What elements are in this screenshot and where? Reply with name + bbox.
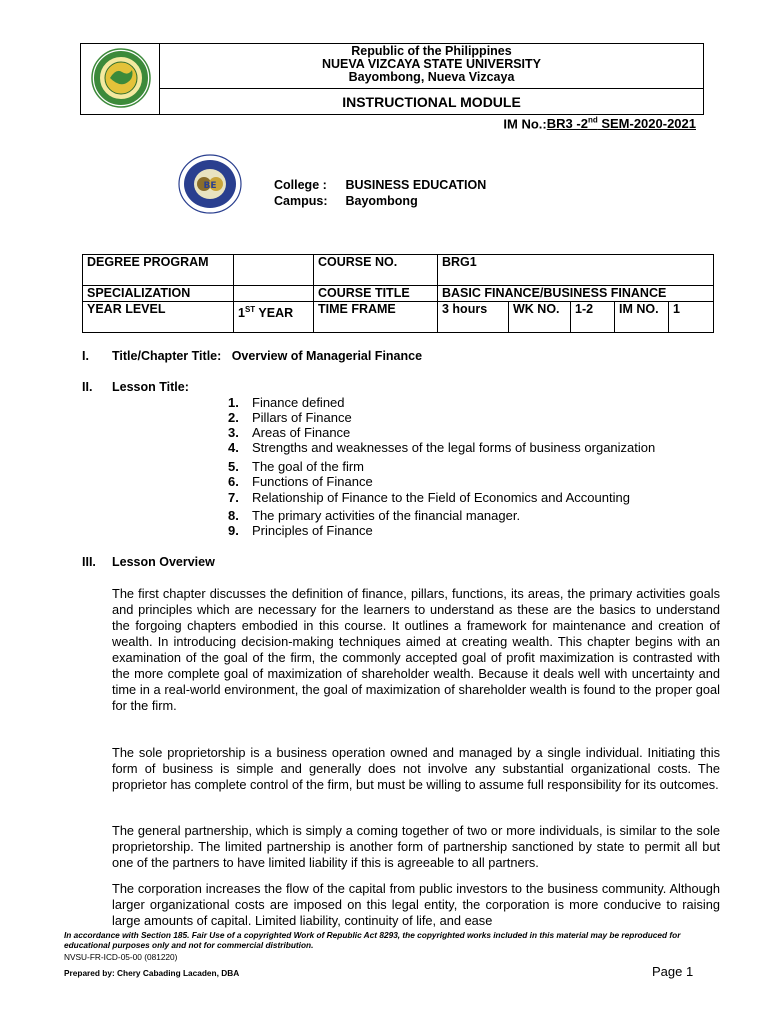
organization-header xyxy=(160,44,703,89)
college-value: BUSINESS EDUCATION xyxy=(345,178,487,192)
im-number-value xyxy=(547,116,696,131)
list-item-text: Relationship of Finance to the Field of Economics and Accounting xyxy=(252,490,630,505)
list-item xyxy=(228,523,373,538)
college-line xyxy=(274,177,486,193)
page-number: Page 1 xyxy=(652,964,694,979)
im-number-label: IM No.: xyxy=(503,116,547,132)
list-item-text: The goal of the firm xyxy=(252,459,364,474)
course-no-value: BRG1 xyxy=(438,255,714,286)
university-seal-icon xyxy=(91,48,151,108)
table-row xyxy=(83,286,714,302)
campus-value: Bayombong xyxy=(345,194,418,208)
specialization-label: SPECIALIZATION xyxy=(83,286,234,302)
year-level-value xyxy=(234,302,314,333)
university-name: NUEVA VIZCAYA STATE UNIVERSITY xyxy=(321,57,542,71)
list-item-text: The primary activities of the financial manager. xyxy=(252,508,521,523)
im-number-prefix: BR3 -2 xyxy=(546,116,588,132)
list-item xyxy=(228,440,655,455)
list-item xyxy=(228,474,373,489)
course-info-table xyxy=(82,254,714,333)
list-item xyxy=(228,425,350,440)
im-number xyxy=(503,116,696,131)
course-no-label: COURSE NO. xyxy=(314,255,438,286)
overview-paragraph-1: The first chapter discusses the definition of finance, pillars, functions, its areas, the primary activities goals and principles which are necessary for the learners to understand as these are the basics to understand the forgoing chapters embodied in this course. It outlines a framework for maintenance and creation of wealth. In introducing decision-making techniques aimed at creating wealth. This chapter begins with an examination of the goal of the firm, the commonly accepted goal of profit maximization is contrasted with the more complete goal of maximization of shareholder wealth. Because it deals well with uncertainty and time in a real-world environment, the goal of maximization of shareholder wealth is found to the proper goal for the firm. xyxy=(112,586,720,713)
svg-text:BE: BE xyxy=(203,181,217,191)
time-frame-label: TIME FRAME xyxy=(314,302,438,333)
list-item-number: 3. xyxy=(228,425,239,440)
republic-line: Republic of the Philippines xyxy=(351,44,512,58)
im-number-suffix: SEM-2020-2021 xyxy=(597,116,696,132)
college-logo-icon xyxy=(178,154,242,214)
list-item xyxy=(228,490,630,505)
wk-no-label: WK NO. xyxy=(509,302,571,333)
im-no-label: IM NO. xyxy=(615,302,669,333)
im-no-value: 1 xyxy=(669,302,714,333)
wk-no-value: 1-2 xyxy=(571,302,615,333)
list-item-number: 5. xyxy=(228,459,239,474)
logo-cell xyxy=(81,44,160,114)
list-item-number: 1. xyxy=(228,395,239,410)
header-box xyxy=(80,43,704,115)
college-info xyxy=(274,177,486,209)
chapter-title-label: Title/Chapter Title: xyxy=(112,349,222,363)
module-title: INSTRUCTIONAL MODULE xyxy=(342,94,521,110)
degree-program-label: DEGREE PROGRAM xyxy=(83,255,234,286)
overview-paragraph-3: The general partnership, which is simply a coming together of two or more individuals, is similar to the sole proprietorship. The limited partnership is another form of partnership sanctioned by state to permit all but one of the partners to have limited liability if this is agreeable to all partners. xyxy=(112,823,720,870)
list-item-text: Finance defined xyxy=(252,395,345,410)
prepared-by: Prepared by: Chery Cabading Lacaden, DBA xyxy=(64,968,240,978)
overview-paragraph-4: The corporation increases the flow of the capital from public investors to the business community. Although larger organizational costs are imposed on this legal entity, the corporation is more conducive to raising large amounts of capital. Limited liability, continuity of life, and ease xyxy=(112,881,720,928)
list-item-number: 6. xyxy=(228,474,239,489)
year-level-num: 1 xyxy=(238,306,245,321)
list-item-text: Functions of Finance xyxy=(252,474,373,489)
section-label xyxy=(112,349,422,363)
list-item xyxy=(228,395,345,410)
campus-line xyxy=(274,193,486,209)
table-row xyxy=(83,255,714,286)
list-item xyxy=(228,410,352,425)
list-item xyxy=(228,459,364,474)
table-row xyxy=(83,302,714,333)
college-label: College : xyxy=(274,178,327,192)
list-item-number: 2. xyxy=(228,410,239,425)
list-item-number: 8. xyxy=(228,508,239,523)
section-label: Lesson Overview xyxy=(112,555,215,569)
list-item-number: 4. xyxy=(228,440,239,455)
university-location: Bayombong, Nueva Vizcaya xyxy=(348,70,515,84)
section-label: Lesson Title: xyxy=(112,380,189,394)
section-number: III. xyxy=(82,555,96,569)
section-number: I. xyxy=(82,349,89,363)
campus-label: Campus: xyxy=(274,194,328,208)
specialization-value xyxy=(234,286,314,302)
year-level-word: YEAR xyxy=(255,306,294,321)
year-level-label: YEAR LEVEL xyxy=(83,302,234,333)
course-title-value: BASIC FINANCE/BUSINESS FINANCE xyxy=(438,286,714,302)
time-frame-value: 3 hours xyxy=(438,302,509,333)
list-item-number: 7. xyxy=(228,490,239,505)
overview-paragraph-2: The sole proprietorship is a business operation owned and managed by a single individual. Initiating this form of business is simple and generally does not involve any substantial organizational costs. The proprietor has complete control of the firm, but must be willing to assume full responsibility for its outcomes. xyxy=(112,745,720,792)
course-title-label: COURSE TITLE xyxy=(314,286,438,302)
list-item-text: Areas of Finance xyxy=(252,425,351,440)
list-item xyxy=(228,508,520,523)
chapter-title-value: Overview of Managerial Finance xyxy=(231,349,423,363)
list-item-number: 9. xyxy=(228,523,239,538)
list-item-text: Strengths and weaknesses of the legal forms of business organization xyxy=(252,440,656,455)
form-code: NVSU-FR-ICD-05-00 (081220) xyxy=(64,952,178,962)
copyright-note: In accordance with Section 185. Fair Use of a copyrighted Work of Republic Act 8293, the copyrighted works included in this material may be reproduced for educational purposes only and not for commercial distribution. xyxy=(64,930,681,950)
degree-program-value xyxy=(234,255,314,286)
year-level-sup: ST xyxy=(244,305,256,314)
list-item-text: Principles of Finance xyxy=(252,523,373,538)
section-number: II. xyxy=(82,380,93,394)
list-item-text: Pillars of Finance xyxy=(252,410,352,425)
im-number-sup: nd xyxy=(587,116,598,125)
